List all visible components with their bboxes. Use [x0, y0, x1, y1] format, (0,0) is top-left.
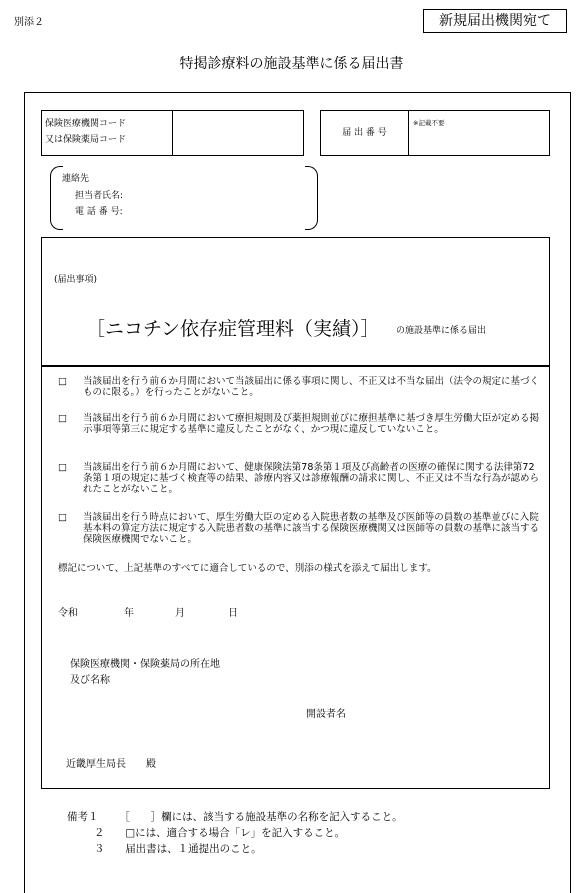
- no-entry-note: ※記載不要: [413, 119, 445, 127]
- requirement-text-1: 当該届出を行う前６か月間において当該届出に係る事項に関し、不正又は不当な届出（法令の規定に基づくものに限る。）を行ったことがないこと。: [83, 376, 540, 398]
- founder-label: 開設者名: [306, 709, 346, 720]
- notification-number-label: 届 出 番 号: [321, 111, 409, 155]
- note-1-number: 備考１: [67, 811, 99, 823]
- note-1-text: ［ ］欄には、該当する施設基準の名称を記入すること。: [119, 811, 403, 823]
- notification-item-box: [41, 237, 550, 367]
- note-2: [94, 826, 345, 840]
- addressee: 近畿厚生局長 殿: [66, 759, 156, 770]
- note-3-text: 届出書は、１通提出のこと。: [125, 843, 262, 855]
- requirement-item-4: [58, 512, 542, 545]
- requirement-text-4: 当該届出を行う時点において、厚生労働大臣の定める入院患者数の基準及び医師等の員数の基準並びに入院基本料の算定方法に規定する入院患者数の基準に該当する保険医療機関又は医師等の員数の基準に該当する保険医療機関でないこと。: [83, 512, 540, 545]
- note-2-text: □には、適合する場合「レ」を記入すること。: [125, 827, 346, 839]
- checkbox-4[interactable]: □: [58, 512, 67, 523]
- destination-label: 新規届出機関宛て: [423, 9, 567, 33]
- notification-item-name: ［ニコチン依存症管理料（実績）］: [86, 318, 380, 340]
- note-1: [67, 810, 403, 824]
- notification-item-suffix: の施設基準に係る届出: [396, 326, 487, 336]
- code-label-line2: 又は保険薬局コード: [45, 135, 127, 145]
- checkbox-1[interactable]: □: [58, 376, 67, 387]
- note-3: [94, 842, 262, 856]
- declaration-text: 標記について、上記基準のすべてに適合しているので、別添の様式を添えて届出します。: [58, 563, 437, 574]
- requirement-item-1: [58, 376, 542, 398]
- contact-phone-label: 電 話 番 号:: [75, 207, 123, 217]
- institution-label-line1: 保険医療機関・保険薬局の所在地: [70, 659, 220, 670]
- attachment-label: 別添２: [14, 17, 44, 28]
- code-label-line1: 保険医療機関コード: [45, 119, 127, 129]
- checkbox-2[interactable]: □: [58, 413, 67, 424]
- date-year: 年: [124, 608, 134, 619]
- date-era: 令和: [58, 608, 78, 619]
- code-value-field[interactable]: [174, 113, 300, 153]
- page-title: 特掲診療料の施設基準に係る届出書: [179, 56, 404, 72]
- notification-number-box: [320, 110, 550, 156]
- requirement-item-2: [58, 413, 542, 435]
- code-label-cell: [42, 111, 173, 155]
- contact-heading: 連絡先: [62, 174, 90, 184]
- institution-label-line2: 及び名称: [70, 675, 110, 686]
- note-2-number: ２: [94, 827, 105, 839]
- requirement-text-2: 当該届出を行う前６か月間において療担規則及び薬担規則並びに療担基準に基づき厚生労働大臣が定める掲示事項等第三に規定する基準に違反したことがなく、かつ現に違反していないこと。: [83, 413, 540, 435]
- note-3-number: ３: [94, 843, 105, 855]
- date-month: 月: [175, 608, 185, 619]
- institution-code-box: [41, 110, 304, 156]
- requirement-text-3: 当該届出を行う前６か月間において、健康保険法第78条第１項及び高齢者の医療の確保に関する法律第72条第１項の規定に基づく検査等の結果、診療内容又は診療報酬の請求に関し、不正又は不当な行為が認められたことがないこと。: [83, 462, 540, 495]
- date-day: 日: [228, 608, 238, 619]
- notification-number-value[interactable]: [411, 129, 545, 153]
- contact-bracket-right: [305, 166, 318, 230]
- notification-label: (届出事項): [54, 275, 98, 285]
- checkbox-3[interactable]: □: [58, 462, 67, 473]
- contact-person-label: 担当者氏名:: [75, 191, 124, 201]
- requirement-item-3: [58, 462, 542, 495]
